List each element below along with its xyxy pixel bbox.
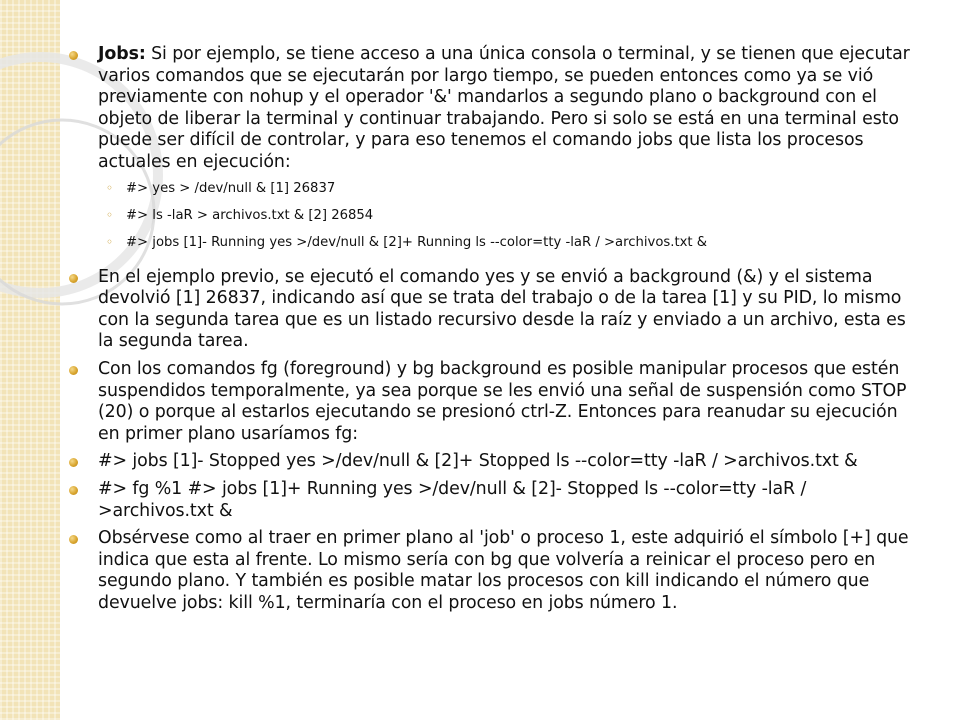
bullet-text: En el ejemplo previo, se ejecutó el comando yes y se envió a background (&) y el sistema devolvió [1] 26837, indicando así que se trata del trabajo o de la tarea [1] y su PID, lo mismo con la segunda tarea que es un listado recursivo desde la raíz y enviado a un archivo, esta es la segunda tarea.	[98, 266, 906, 352]
bullet-text: Si por ejemplo, se tiene acceso a una única consola o terminal, y se tienen que ejecutar varios comandos que se ejecutarán por largo tiempo, se pueden entonces como ya se vió previamente con nohup y el operador '&' mandarlos a segundo plano o background con el objeto de liberar la terminal y continuar trabajando. Pero si solo se está en una terminal esto puede ser difícil de controlar, y para eso tenemos el comando jobs que lista los procesos actuales en ejecución:	[98, 44, 910, 172]
sub-bullet-icon: ◦	[106, 207, 114, 222]
term-jobs: Jobs:	[98, 44, 146, 64]
sub-item	[66, 207, 914, 224]
sub-item	[66, 180, 914, 197]
bullet-dot-icon	[69, 274, 78, 283]
bullet-jobs-stopped	[66, 451, 914, 473]
bullet-dot-icon	[69, 486, 78, 495]
bullet-fg-bg	[66, 359, 914, 445]
bullet-example	[66, 267, 914, 353]
bullet-fg-command	[66, 479, 914, 522]
bullet-text: Obsérvese como al traer en primer plano al 'job' o proceso 1, este adquirió el símbolo [+] que indica que esta al frente. Lo mismo sería con bg que volvería a reinicar el proceso pero en segundo plano. Y también es posible matar los procesos con kill indicando el número que devuelve jobs: kill %1, terminaría con el proceso en jobs número 1.	[98, 528, 909, 613]
sub-bullet-icon: ◦	[106, 234, 114, 249]
bullet-observation	[66, 528, 914, 614]
bullet-jobs	[66, 44, 914, 174]
bullet-text: #> fg %1 #> jobs [1]+ Running yes >/dev/null & [2]- Stopped ls --color=tty -laR / >archivos.txt &	[98, 478, 807, 521]
sub-item	[66, 234, 914, 251]
sub-item-text: #> yes > /dev/null & [1] 26837	[126, 180, 336, 196]
sub-item-text: #> ls -laR > archivos.txt & [2] 26854	[126, 207, 374, 223]
bullet-dot-icon	[69, 366, 78, 375]
bullet-dot-icon	[69, 535, 78, 544]
sub-item-text: #> jobs [1]- Running yes >/dev/null & [2]+ Running ls --color=tty -laR / >archivos.txt &	[126, 234, 708, 250]
sub-bullet-icon: ◦	[106, 180, 114, 195]
bullet-dot-icon	[69, 458, 78, 467]
slide-content	[66, 44, 914, 620]
decorative-side-strip	[0, 0, 60, 720]
bullet-dot-icon	[69, 51, 78, 60]
bullet-text: #> jobs [1]- Stopped yes >/dev/null & [2]+ Stopped ls --color=tty -laR / >archivos.txt &	[98, 451, 858, 472]
bullet-text: Con los comandos fg (foreground) y bg background es posible manipular procesos que estén suspendidos temporalmente, ya sea porque se les envió una señal de suspensión como STOP (20) o porque al estarlos ejecutando se presionó ctrl-Z. Entonces para reanudar su ejecución en primer plano usaríamos fg:	[98, 358, 907, 444]
